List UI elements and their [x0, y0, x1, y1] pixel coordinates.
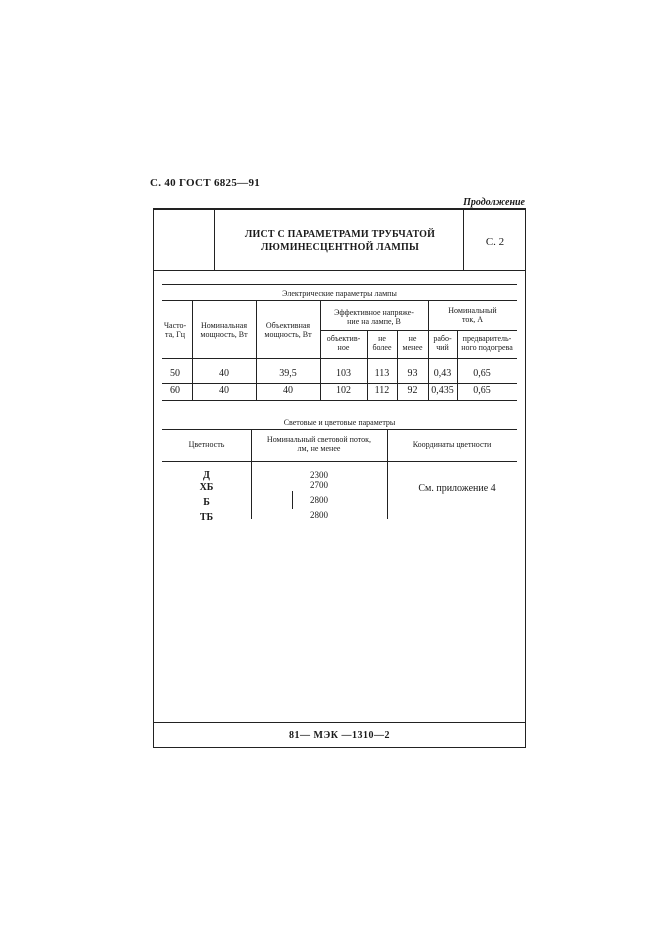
- header-voltage-max: [367, 334, 397, 352]
- cell-frequency: 50: [170, 368, 180, 379]
- header-subcol-line: не: [408, 334, 417, 343]
- header-flux-line: Номинальный световой поток,: [266, 435, 372, 444]
- sheet-title-line1: ЛИСТ С ПАРАМЕТРАМИ ТРУБЧАТОЙ: [244, 229, 436, 240]
- electrical-bottom-rule: [162, 400, 517, 401]
- header-subcol-line: чий: [436, 343, 449, 352]
- cell-voltage-objective: 102: [336, 385, 351, 396]
- header-subcol-line: рабо-: [433, 334, 452, 343]
- header-subcol-line: менее: [402, 343, 423, 352]
- cell-voltage-max: 112: [374, 385, 390, 396]
- title-bottom-rule: [154, 270, 525, 271]
- header-flux-line: лм, не менее: [297, 444, 341, 453]
- header-effective-power-line: Объективная: [265, 321, 311, 330]
- header-subcol-line: более: [372, 343, 392, 352]
- header-nominal-power-line: мощность, Вт: [200, 330, 248, 339]
- row-rule: [162, 383, 517, 384]
- pen-mark: [292, 491, 293, 509]
- cell-current-preheat: 0,65: [473, 368, 491, 379]
- electrical-section-title: Электрические параметры лампы: [282, 289, 397, 298]
- header-voltage-min: [397, 334, 428, 352]
- list-item: Б: [203, 497, 210, 508]
- header-effective-power-line: мощность, Вт: [264, 330, 312, 339]
- header-current-working: [428, 334, 457, 352]
- header-frequency-line: та, Гц: [164, 330, 186, 339]
- footer-rule: [154, 722, 525, 723]
- list-item: 2800: [310, 510, 328, 520]
- electrical-title-rule: [162, 300, 517, 301]
- light-title-rule: [162, 429, 517, 430]
- header-color: Цветность: [188, 440, 225, 449]
- flux-list: [251, 469, 387, 521]
- header-current-line: ток, А: [461, 315, 484, 324]
- header-voltage-objective: [320, 334, 367, 352]
- header-voltage-line: Эффективное напряже-: [334, 308, 414, 317]
- title-divider-left: [214, 210, 215, 270]
- parameter-sheet: [153, 208, 526, 748]
- header-subcol-line: ного подогрева: [461, 343, 513, 352]
- color-list: [162, 470, 251, 524]
- header-current-preheat: [457, 334, 517, 352]
- header-subcol-line: объектив-: [326, 334, 361, 343]
- header-frequency-line: Часто-: [163, 321, 187, 330]
- header-nominal-power: [192, 321, 256, 339]
- header-nominal-power-line: Номинальная: [200, 321, 248, 330]
- sheet-page-number: С. 2: [485, 236, 505, 248]
- cell-voltage-max: 113: [374, 368, 390, 379]
- cell-nominal-power: 40: [219, 368, 229, 379]
- list-item: 2300: [310, 470, 328, 480]
- cell-effective-power: 40: [283, 385, 293, 396]
- sheet-footer: 81— МЭК —1310—2: [289, 730, 390, 741]
- header-current-line: Номинальный: [448, 306, 497, 315]
- header-bottom-rule: [162, 358, 517, 359]
- header-subcol-line: предваритель-: [462, 334, 512, 343]
- cell-voltage-min: 93: [407, 368, 418, 379]
- list-item: Д: [203, 470, 210, 481]
- header-luminous-flux: [251, 435, 387, 453]
- page-header: С. 40 ГОСТ 6825—91: [150, 177, 261, 189]
- cell-current-preheat: 0,65: [473, 385, 491, 396]
- header-color-coordinates: Координаты цветности: [412, 440, 492, 449]
- light-header-rule: [162, 461, 517, 462]
- list-item: 2700: [310, 480, 328, 490]
- light-section-title: Световые и цветовые параметры: [283, 418, 396, 427]
- group-header-rule: [320, 330, 517, 331]
- sheet-title-line2: ЛЮМИНЕСЦЕНТНОЙ ЛАМПЫ: [260, 242, 420, 253]
- header-effective-power: [256, 321, 320, 339]
- cell-current-working: 0,43: [433, 368, 452, 379]
- list-item: 2800: [310, 495, 328, 505]
- header-current-group: [428, 306, 517, 324]
- cell-frequency: 60: [170, 385, 180, 396]
- list-item: ТБ: [199, 512, 214, 523]
- electrical-top-rule: [162, 284, 517, 285]
- header-voltage-line: ние на лампе, В: [347, 317, 401, 326]
- cell-voltage-min: 92: [407, 385, 418, 396]
- cell-current-working: 0,435: [431, 385, 454, 396]
- header-subcol-line: не: [378, 334, 386, 343]
- cell-voltage-objective: 103: [336, 368, 351, 379]
- header-subcol-line: ное: [337, 343, 350, 352]
- cell-effective-power: 39,5: [279, 368, 297, 379]
- cell-nominal-power: 40: [219, 385, 229, 396]
- color-coordinates-value: См. приложение 4: [418, 483, 496, 494]
- sheet-title: [216, 228, 464, 254]
- header-voltage-group: [320, 308, 428, 326]
- header-frequency: [158, 321, 192, 339]
- continued-label: Продолжение: [463, 197, 525, 208]
- list-item: ХБ: [199, 482, 214, 493]
